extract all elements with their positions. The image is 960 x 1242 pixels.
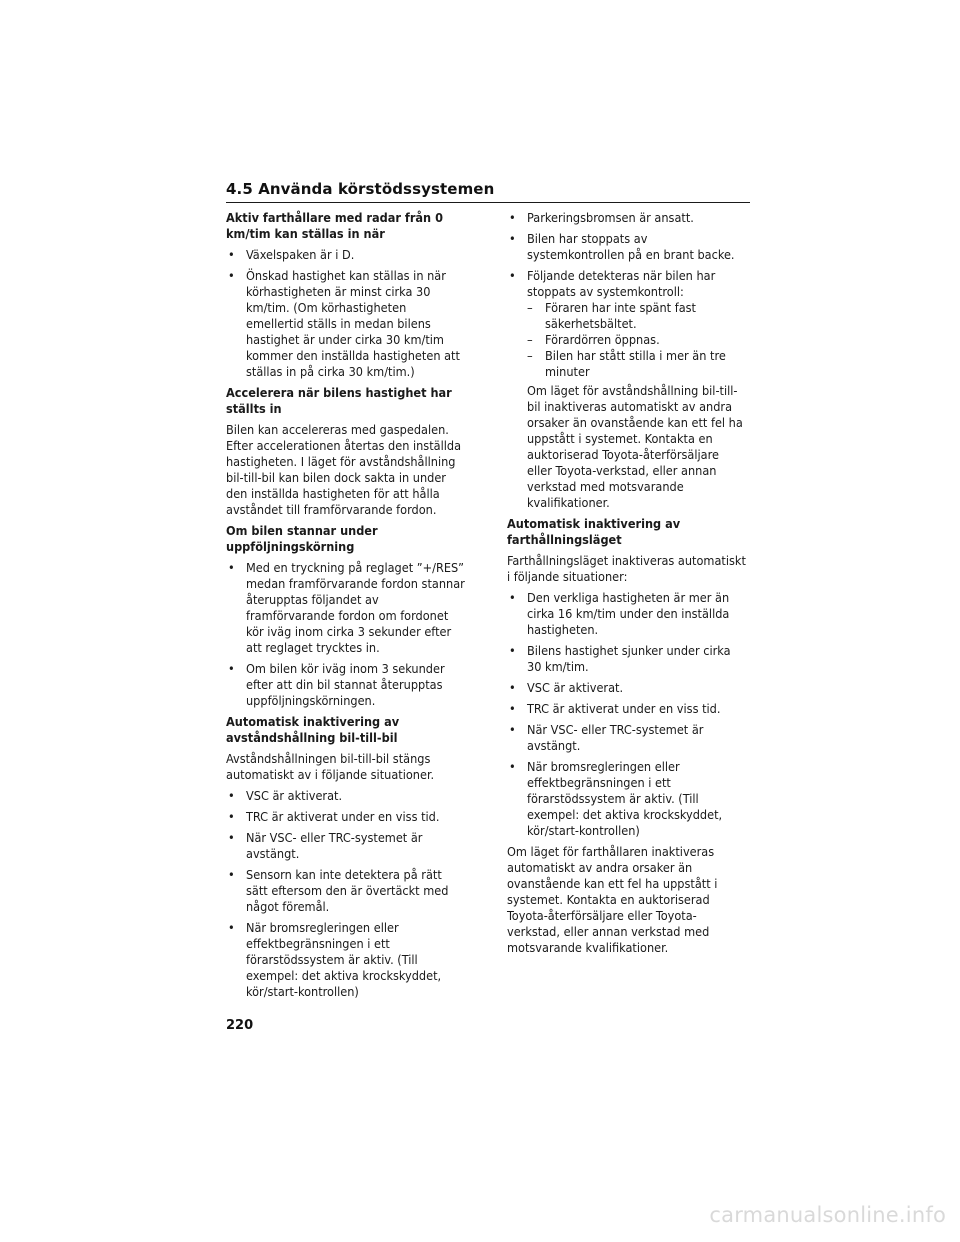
page-header — [226, 178, 750, 203]
sublist-item: – Bilen har stått stilla i mer än tre minuter — [527, 348, 726, 379]
bullet-icon: • — [509, 643, 516, 658]
bullet-icon: • — [509, 231, 516, 246]
dash-icon: – — [527, 300, 533, 315]
bullet-icon: • — [509, 759, 516, 774]
list-item: • Om bilen kör iväg inom 3 sekunder efter att din bil stannat återupptas uppföljningskörningen. — [228, 661, 445, 708]
list-item: • TRC är aktiverat under en viss tid. — [228, 809, 440, 824]
auto-cancel-cruise-list — [507, 590, 747, 839]
list-item: • Sensorn kan inte detektera på rätt sätt eftersom den är övertäckt med något föremål. — [228, 867, 449, 914]
bullet-icon: • — [228, 560, 235, 575]
page-number: 220 — [226, 1018, 254, 1033]
dash-icon: – — [527, 348, 533, 363]
bullet-icon: • — [509, 722, 516, 737]
list-item: • Bilens hastighet sjunker under cirka 30 km/tim. — [509, 643, 731, 674]
bullet-icon: • — [228, 788, 235, 803]
list-item: • Växelspaken är i D. — [228, 247, 355, 262]
bullet-icon: • — [228, 661, 235, 676]
bullet-icon: • — [509, 590, 516, 605]
note-distance-cancel: Om läget för avståndshållning bil-till-bil inaktiveras automatiskt av andra orsaker än ovanstående kan ett fel ha uppstått i systemet. Kontakta en auktoriserad Toyota-återförsäljare eller Toyota-verkstad, eller annan verkstad med motsvarande kvalifikationer. — [527, 383, 743, 510]
paragraph-auto-cancel-cruise: Farthållningsläget inaktiveras automatiskt i följande situationer: — [507, 553, 746, 584]
list-item: • TRC är aktiverat under en viss tid. — [509, 701, 721, 716]
paragraph-auto-cancel-distance: Avståndshållningen bil-till-bil stängs automatiskt av i följande situationer. — [226, 751, 435, 782]
heading-auto-cancel-cruise: Automatisk inaktivering av farthållningsläget — [507, 516, 681, 547]
settable-conditions-list — [226, 247, 466, 380]
left-column — [226, 210, 466, 1005]
heading-auto-cancel-distance: Automatisk inaktivering av avståndshållning bil-till-bil — [226, 714, 400, 745]
heading-vehicle-stops: Om bilen stannar under uppföljningskörning — [226, 523, 378, 554]
bullet-icon: • — [509, 701, 516, 716]
bullet-icon: • — [228, 920, 235, 935]
bullet-icon: • — [228, 247, 235, 262]
heading-settable-when: Aktiv farthållare med radar från 0 km/tim kan ställas in när — [226, 210, 443, 241]
list-item: • När bromsregleringen eller effektbegränsningen i ett förarstödssystem är aktiv. (Till exempel: det aktiva krockskyddet, kör/start-kontrollen) — [228, 920, 442, 999]
list-item: • Med en tryckning på reglaget ”+/RES” medan framförvarande fordon stannar återupptas följandet av framförvarande fordon om fordonet kör iväg inom cirka 3 sekunder efter att reglaget trycktes in. — [228, 560, 465, 655]
heading-accelerate: Accelerera när bilens hastighet har ställts in — [226, 385, 452, 416]
list-item: • När bromsregleringen eller effektbegränsningen i ett förarstödssystem är aktiv. (Till exempel: det aktiva krockskyddet, kör/start-kontrollen) — [509, 759, 723, 838]
list-item: • Bilen har stoppats av systemkontrollen på en brant backe. — [509, 231, 735, 262]
bullet-icon: • — [228, 867, 235, 882]
bullet-icon: • — [228, 830, 235, 845]
sublist-item: – Förardörren öppnas. — [527, 332, 660, 347]
bullet-icon: • — [509, 680, 516, 695]
sublist-item: – Föraren har inte spänt fast säkerhetsbältet. — [527, 300, 696, 331]
bullet-icon: • — [228, 268, 235, 283]
list-item: • När VSC- eller TRC-systemet är avstängt. — [228, 830, 423, 861]
section-title: 4.5 Använda körstödssystemen — [226, 180, 495, 198]
list-item: • Parkeringsbromsen är ansatt. — [509, 210, 694, 225]
right-column — [507, 210, 747, 961]
paragraph-cruise-cancel-note: Om läget för farthållaren inaktiveras automatiskt av andra orsaker än ovanstående kan ett fel ha uppstått i systemet. Kontakta en auktoriserad Toyota-återförsäljare eller Toyota-verkstad, eller annan verkstad med motsvarande kvalifikationer. — [507, 844, 718, 955]
paragraph-accelerate: Bilen kan accelereras med gaspedalen. Efter accelerationen återtas den inställda hastigheten. I läget för avståndshållning bil-till-bil kan bilen dock sakta in under den inställda hastigheten för att hålla avståndet till framförvarande fordon. — [226, 422, 462, 517]
dash-icon: – — [527, 332, 533, 347]
list-item: • VSC är aktiverat. — [509, 680, 624, 695]
bullet-icon: • — [509, 210, 516, 225]
bullet-icon: • — [228, 809, 235, 824]
list-item: • Önskad hastighet kan ställas in när körhastigheten är minst cirka 30 km/tim. (Om körhastigheten emellertid ställs in medan bilens hastighet är under cirka 30 km/tim kommer den inställda hastigheten att ställas in på cirka 30 km/tim.) — [228, 268, 460, 379]
list-item: • När VSC- eller TRC-systemet är avstängt. — [509, 722, 704, 753]
list-item: • VSC är aktiverat. — [228, 788, 343, 803]
vehicle-stops-list — [226, 560, 466, 709]
detected-conditions-sublist — [527, 300, 747, 380]
auto-cancel-distance-list-continued — [507, 210, 747, 511]
auto-cancel-distance-list — [226, 788, 466, 1000]
list-item: • Följande detekteras när bilen har stoppats av systemkontroll: – Föraren har inte spänt fast säkerhetsbältet. – Förardörren öppnas. – Bilen har stått stilla i mer än tre minuter Om läget för avståndshållning bil-till-bil inaktiveras automatiskt av andra orsaker än ovanstående kan ett fel ha uppstått i systemet. Kontakta en auktoriserad Toyota-återförsäljare eller Toyota-verkstad, eller annan verkstad med motsvarande kvalifikationer. — [507, 268, 747, 511]
bullet-icon: • — [509, 268, 516, 283]
watermark: carmanualsonline.info — [709, 1203, 946, 1227]
list-item: • Den verkliga hastigheten är mer än cirka 16 km/tim under den inställda hastigheten. — [509, 590, 730, 637]
